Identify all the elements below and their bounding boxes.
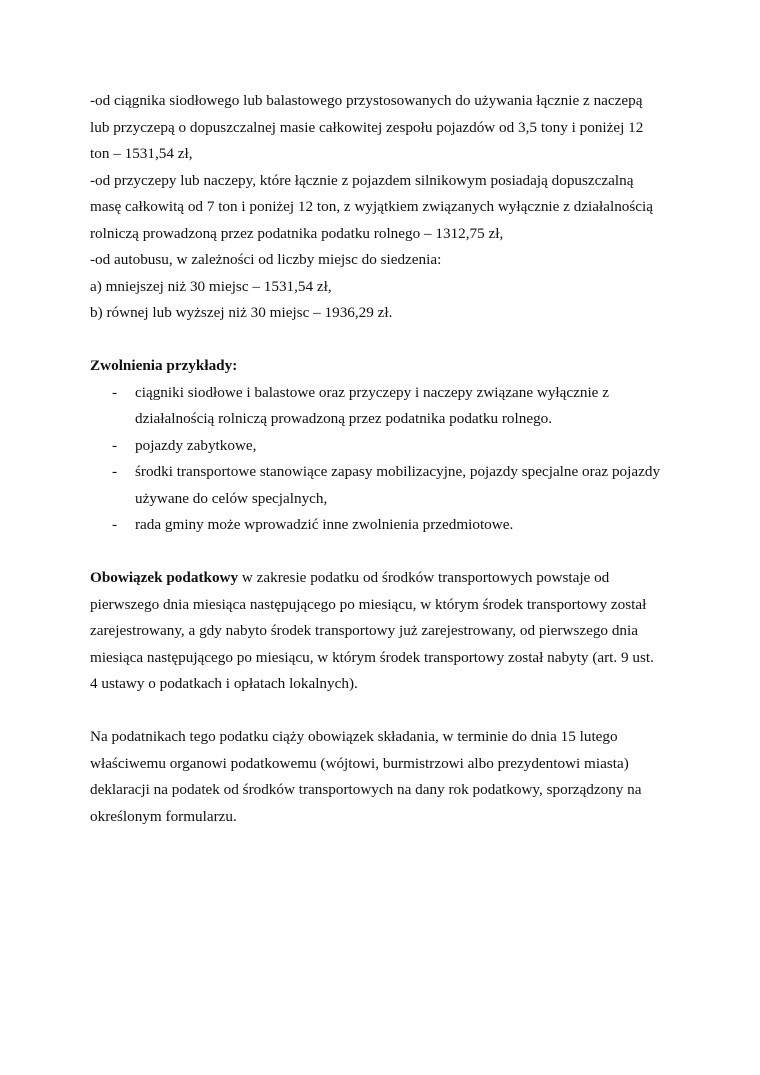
paragraph-gap [90,327,690,354]
text-line: ciągniki siodłowe i balastowe oraz przyczepy i naczepy związane wyłącznie z [135,383,609,401]
text-line: 4 ustawy o podatkach i opłatach lokalnych). [90,675,358,692]
text-line: używane do celów specjalnych, [135,489,328,507]
text-line: -od ciągnika siodłowego lub balastowego przystosowanych do używania łącznie z naczepą [90,92,643,109]
text-run: w zakresie podatku od środków transportowych powstaje od [238,569,610,586]
list-bullet: - [112,436,118,454]
paragraph-gap [90,698,690,725]
document-page [90,88,690,830]
intro-paragraph [90,88,690,327]
text-line: działalnością rolniczą prowadzoną przez podatnika podatku rolnego. [135,410,553,427]
list-item [90,459,690,512]
text-line: określonym formularzu. [90,807,237,825]
text-line: miesiąca następującego po miesiącu, w którym środek transportowy został nabyty (art. 9 ust. [90,648,654,666]
text-line: b) równej lub wyższej niż 30 miejsc – 1936,29 zł. [90,304,393,321]
text-line: -od przyczepy lub naczepy, które łącznie z pojazdem silnikowym posiadają dopuszczalną [90,171,634,189]
text-line: rolniczą prowadzoną przez podatnika podatku rolnego – 1312,75 zł, [90,224,504,242]
text-line [90,565,690,592]
text-line: środki transportowe stanowiące zapasy mobilizacyjne, pojazdy specjalne oraz pojazdy [135,463,661,480]
text-line: rada gminy może wprowadzić inne zwolnienia przedmiotowe. [135,516,514,533]
text-line: -od autobusu, w zależności od liczby miejsc do siedzenia: [90,251,442,268]
text-line: deklaracji na podatek od środków transportowych na dany rok podatkowy, sporządzony na [90,781,642,798]
list-bullet: - [112,516,118,533]
list-item [90,512,690,539]
text-line: zarejestrowany, a gdy nabyto środek transportowy już zarejestrowany, od pierwszego dnia [90,622,638,639]
list-bullet: - [112,383,118,401]
paragraph-gap [90,539,690,566]
list-item [90,380,690,433]
text-line: masę całkowitą od 7 ton i poniżej 12 ton, z wyjątkiem związanych wyłącznie z działalnością [90,198,653,215]
text-line: a) mniejszej niż 30 miejsc – 1531,54 zł, [90,277,332,295]
text-line: pojazdy zabytkowe, [135,436,257,454]
list-bullet: - [112,463,118,480]
text-line: Na podatnikach tego podatku ciąży obowiązek składania, w terminie do dnia 15 lutego [90,728,618,745]
declaration-paragraph [90,724,690,830]
list-item [90,433,690,460]
exemptions-list [90,380,690,539]
text-line: lub przyczepą o dopuszczalnej masie całkowitej zespołu pojazdów od 3,5 tony i poniżej 12 [90,118,644,136]
bold-term: Obowiązek podatkowy [90,569,239,586]
obligation-paragraph [90,565,690,698]
text-line: ton – 1531,54 zł, [90,145,193,162]
text-line: pierwszego dnia miesiąca następującego po miesiącu, w którym środek transportowy został [90,595,647,613]
exemptions-heading: Zwolnienia przykłady: [90,357,238,374]
text-line: właściwemu organowi podatkowemu (wójtowi, burmistrzowi albo prezydentowi miasta) [90,754,629,772]
